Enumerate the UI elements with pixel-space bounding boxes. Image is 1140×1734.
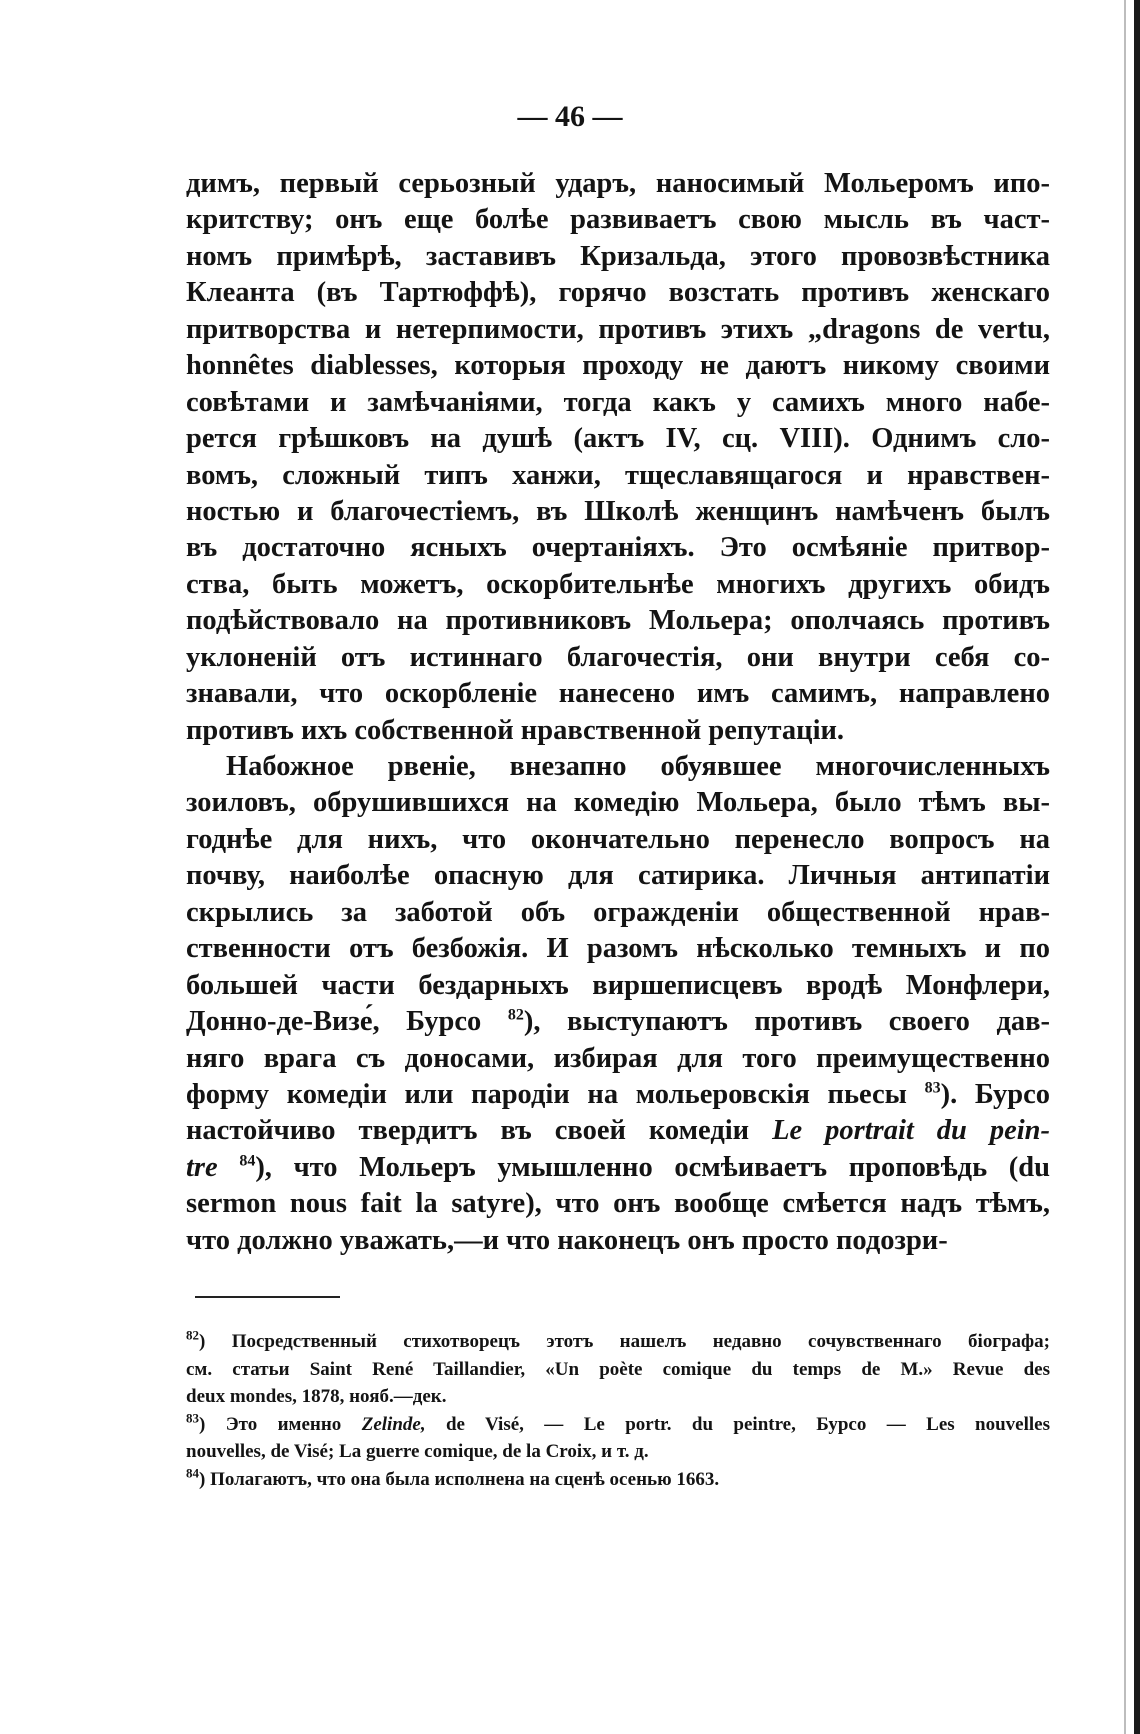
text-line: sermon nous fait la satyre), что онъ вообще смѣется надъ тѣмъ,: [186, 1188, 1050, 1220]
text-line: Клеанта (въ Тартюффѣ), горячо возстать противъ женскаго: [186, 277, 1050, 309]
text-segment: ). Бурсо: [940, 1078, 1050, 1110]
text-line: знавали, что оскорбленіе нанесено имъ самимъ, направлено: [186, 678, 1050, 710]
footnote-line: см. статьи Saint René Taillandier, «Un poète comique du temps de M.» Revue des: [186, 1358, 1050, 1380]
footnote-marker: 82: [186, 1328, 199, 1343]
text-line: притворства и нетерпимости, противъ этихъ „dragons de vertu,: [186, 313, 1050, 345]
main-text: [186, 166, 1050, 1259]
text-segment: ) Полагаютъ, что она была исполнена на сценѣ осенью 1663.: [199, 1468, 720, 1490]
text-line: вомъ, сложный типъ ханжи, тщеславящагося и нравствен-: [186, 459, 1050, 491]
footnote-separator: [195, 1296, 340, 1298]
text-line: [186, 1077, 1050, 1113]
text-line: зоиловъ, обрушившихся на комедію Мольера, было тѣмъ вы-: [186, 787, 1050, 819]
page-shadow-line: [1124, 0, 1126, 1734]
footnote-ref-83: 83: [924, 1079, 941, 1097]
text-segment: ), что Мольеръ умышленно осмѣиваетъ проповѣдь (du: [255, 1151, 1050, 1183]
footnote-marker: 84: [186, 1465, 199, 1481]
text-line: ства, быть можетъ, оскорбительнѣе многихъ другихъ обидъ: [186, 568, 1050, 600]
text-line: рется грѣшковъ на душѣ (актъ IV, сц. VIII). Однимъ сло-: [186, 423, 1050, 455]
text-line: большей части бездарныхъ виршеписцевъ вродѣ Монфлери,: [186, 969, 1050, 1001]
text-line: [186, 1150, 1050, 1186]
text-segment: форму комедіи или пародіи на мольеровскія пьесы: [186, 1078, 907, 1110]
text-segment: Донно-де-Визе́, Бурсо: [186, 1006, 482, 1038]
work-title: Zelinde,: [361, 1413, 426, 1435]
text-line: скрылись за заботой объ огражденіи общественной нрав-: [186, 896, 1050, 928]
text-line: honnêtes diablesses, которыя проходу не даютъ никому своими: [186, 350, 1050, 382]
footnote-line: [186, 1328, 1050, 1356]
text-segment: de Visé, — Le portr. du peintre, Бурсо — Les nouvelles: [445, 1413, 1050, 1435]
footnote-marker: 83: [186, 1410, 199, 1426]
text-line: номъ примѣрѣ, заставивъ Кризальда, этого провозвѣстника: [186, 240, 1050, 272]
work-title: tre: [186, 1151, 218, 1183]
footnote-line: [186, 1466, 1050, 1494]
footnotes: [186, 1328, 1050, 1493]
work-title: Le portrait du pein-: [772, 1115, 1050, 1147]
text-line: няго врага съ доносами, избирая для того преимущественно: [186, 1042, 1050, 1074]
text-line: Набожное рвеніе, внезапно обуявшее многочисленныхъ: [226, 751, 1050, 782]
text-line: [186, 1004, 1050, 1040]
text-line: уклоненій отъ истиннаго благочестія, они внутри себя со-: [186, 641, 1050, 673]
footnote-ref-84: 84: [239, 1152, 256, 1170]
text-line: совѣтами и замѣчаніями, тогда какъ у самихъ много набе-: [186, 386, 1050, 418]
text-line: что должно уважать,—и что наконецъ онъ просто подозри-: [186, 1224, 948, 1256]
text-line: ственности отъ безбожія. И разомъ нѣсколько темныхъ и по: [186, 933, 1050, 965]
footnote-line: deux mondes, 1878, нояб.—дек.: [186, 1386, 447, 1407]
text-line: димъ, первый серьозный ударъ, наносимый Мольеромъ ипо-: [186, 168, 1050, 199]
text-segment: ), выступаютъ противъ своего дав-: [523, 1006, 1050, 1038]
text-segment: настойчиво твердитъ въ своей комедіи: [186, 1115, 750, 1147]
page-number: — 46 —: [517, 100, 623, 133]
footnote-ref-82: 82: [507, 1006, 524, 1024]
text-line: противъ ихъ собственной нравственной репутаціи.: [186, 714, 845, 746]
text-line: ностью и благочестіемъ, въ Школѣ женщинъ намѣченъ былъ: [186, 495, 1050, 527]
text-line: [186, 1113, 1050, 1149]
page-binding-edge: [1134, 0, 1140, 1734]
text-segment: ) Это именно: [199, 1413, 342, 1435]
text-line: годнѣе для нихъ, что окончательно перенесло вопросъ на: [186, 823, 1050, 855]
text-line: критству; онъ еще болѣе развиваетъ свою мысль въ част-: [186, 204, 1050, 236]
footnote-line: [186, 1411, 1050, 1439]
text-segment: ) Посредственный стихотворецъ этотъ нашелъ недавно сочувственнаго біографа;: [199, 1331, 1050, 1352]
text-line: въ достаточно ясныхъ очертаніяхъ. Это осмѣяніе притвор-: [186, 532, 1050, 564]
text-line: подѣйствовало на противниковъ Мольера; ополчаясь противъ: [186, 605, 1050, 637]
text-line: почву, наиболѣе опасную для сатирика. Личныя антипатіи: [186, 860, 1050, 892]
footnote-line: nouvelles, de Visé; La guerre comique, de la Croix, и т. д.: [186, 1441, 649, 1462]
